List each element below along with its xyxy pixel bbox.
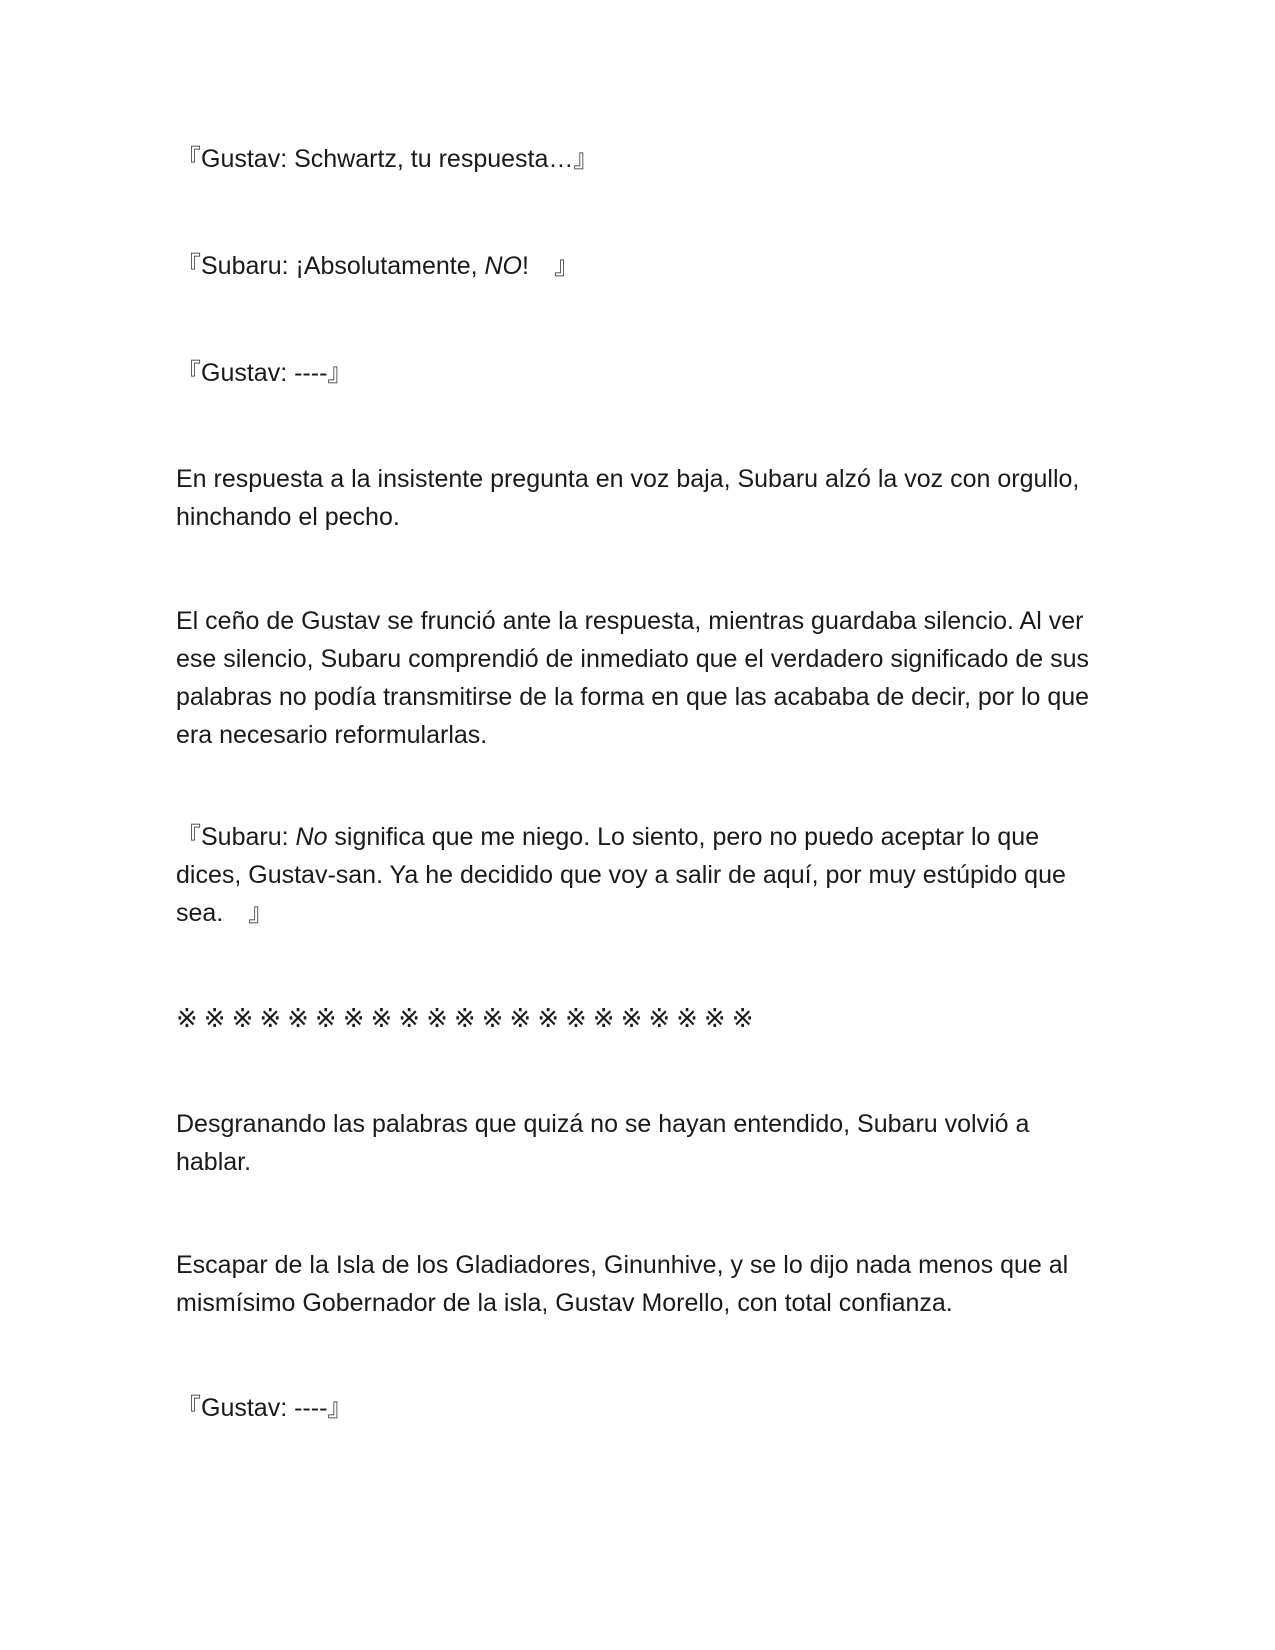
dialogue-subaru-no-emphasis: NO bbox=[484, 252, 522, 280]
dialogue-gustav-silence-2: 『Gustav: ----』 bbox=[176, 1394, 353, 1422]
dialogue-gustav-question: 『Gustav: Schwartz, tu respuesta…』 bbox=[176, 145, 599, 173]
paragraph-subaru-speaks: Desgranando las palabras que quizá no se hayan entendido, Subaru volvió a hablar. bbox=[176, 1110, 1030, 1176]
dialogue-gustav-silence-1: 『Gustav: ----』 bbox=[176, 359, 353, 387]
dialogue-subaru-no-part3: ! 』 bbox=[522, 252, 579, 280]
paragraph-response: En respuesta a la insistente pregunta en voz baja, Subaru alzó la voz con orgullo, hinchando el pecho. bbox=[176, 465, 1080, 531]
dialogue-subaru-refusal-part3: significa que me niego. Lo siento, pero no puedo aceptar lo que dices, Gustav-san. Ya he decidido que voy a salir de aquí, por muy estúpido que sea. 』 bbox=[176, 823, 1066, 927]
dialogue-subaru-refusal-emphasis: No bbox=[295, 823, 328, 851]
paragraph-escape: Escapar de la Isla de los Gladiadores, Ginunhive, y se lo dijo nada menos que al mismísimo Gobernador de la isla, Gustav Morello, con total confianza. bbox=[176, 1251, 1069, 1317]
dialogue-subaru-no-part1: 『Subaru: ¡Absolutamente, bbox=[176, 252, 485, 280]
paragraph-gustav-frown: El ceño de Gustav se frunció ante la respuesta, mientras guardaba silencio. Al ver ese silencio, Subaru comprendió de inmediato que el verdadero significado de sus palabras no podía transmitirse de la forma en que las acababa de decir, por lo que era necesario reformularlas. bbox=[176, 607, 1090, 749]
dialogue-subaru-refusal-part1: 『Subaru: bbox=[176, 823, 296, 851]
dialogue-subaru-refusal bbox=[176, 818, 1106, 932]
dialogue-subaru-no bbox=[176, 247, 1106, 285]
scene-separator: ※※※※※※※※※※※※※※※※※※※※※ bbox=[176, 1004, 760, 1034]
